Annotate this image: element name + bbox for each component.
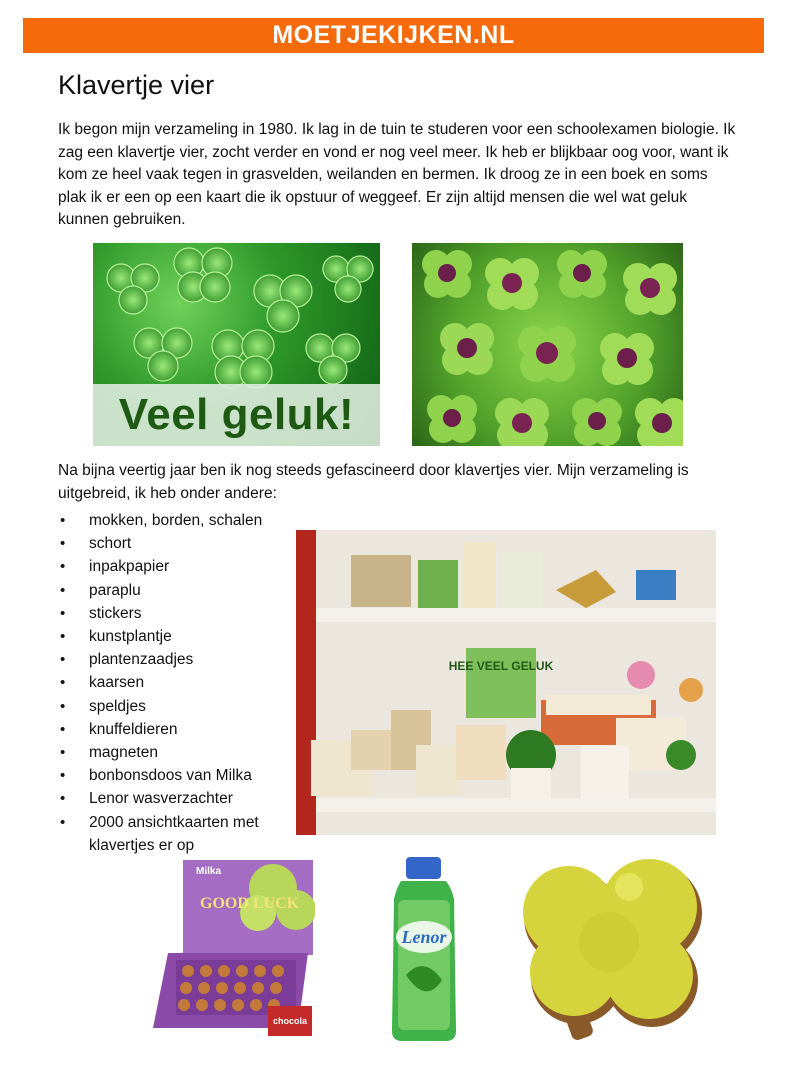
milka-bonbon-box-photo	[148, 858, 315, 1038]
chocolate-clover-graphic	[509, 857, 719, 1040]
oxalis-leaves-graphic	[412, 243, 683, 446]
milka-sticker-text: chocola	[272, 1016, 308, 1026]
list-item: • Lenor wasverzachter	[60, 787, 300, 810]
list-item: • kaarsen	[60, 671, 300, 694]
list-item: • 2000 ansichtkaarten met klavertjes er op	[60, 811, 300, 857]
milka-brand-text: Milka	[196, 866, 222, 877]
milka-box-text: GOOD LUCK	[200, 895, 300, 912]
list-item: • bonbonsdoos van Milka	[60, 764, 300, 787]
list-item: • inpakpapier	[60, 555, 300, 578]
photo-caption: Veel geluk!	[118, 390, 355, 439]
oxalis-clover-photo	[412, 243, 683, 446]
list-item: • kunstplantje	[60, 625, 300, 648]
collection-paragraph: Na bijna veertig jaar ben ik nog steeds gefascineerd door klavertjes vier. Mijn verzameling is uitgebreid, ik heb onder andere:	[58, 462, 689, 502]
list-item: • speldjes	[60, 695, 300, 718]
list-item: • mokken, borden, schalen	[60, 509, 300, 532]
milka-box-graphic	[148, 858, 315, 1038]
collection-list	[60, 509, 300, 857]
intro-paragraph: Ik begon mijn verzameling in 1980. Ik lag in de tuin te studeren voor een schoolexamen biologie. Ik zag een klavertje vier, zocht verder en vond er nog veel meer. Ik heb er blijkbaar oog voor, want ik kom ze heel vaak tegen in grasvelden, weilanden en bermen. Ik droog ze in een boek en soms plak ik er een op een kaart die ik opstuur of weggeef. Er zijn altijd mensen die wel wat geluk kunnen gebruiken.	[58, 121, 736, 228]
list-item: • stickers	[60, 602, 300, 625]
chocolate-clover-photo	[509, 857, 719, 1040]
list-item: • schort	[60, 532, 300, 555]
list-item: • plantenzaadjes	[60, 648, 300, 671]
collection-shelf-photo	[296, 530, 716, 835]
page-title: Klavertje vier	[58, 70, 215, 100]
list-item: • knuffeldieren	[60, 718, 300, 741]
shelf-box-text: HEE VEEL GELUK	[448, 659, 554, 673]
shelf-graphic	[296, 530, 716, 835]
site-banner	[23, 18, 764, 53]
clover-photo-veel-geluk	[93, 243, 380, 446]
lenor-bottle-photo	[376, 855, 471, 1045]
list-item: • magneten	[60, 741, 300, 764]
lenor-bottle-graphic	[376, 855, 471, 1045]
list-item: • paraplu	[60, 579, 300, 602]
caption-band	[93, 384, 380, 446]
lenor-brand-text: Lenor	[401, 927, 447, 947]
site-name: MOETJEKIJKEN.NL	[272, 21, 515, 49]
